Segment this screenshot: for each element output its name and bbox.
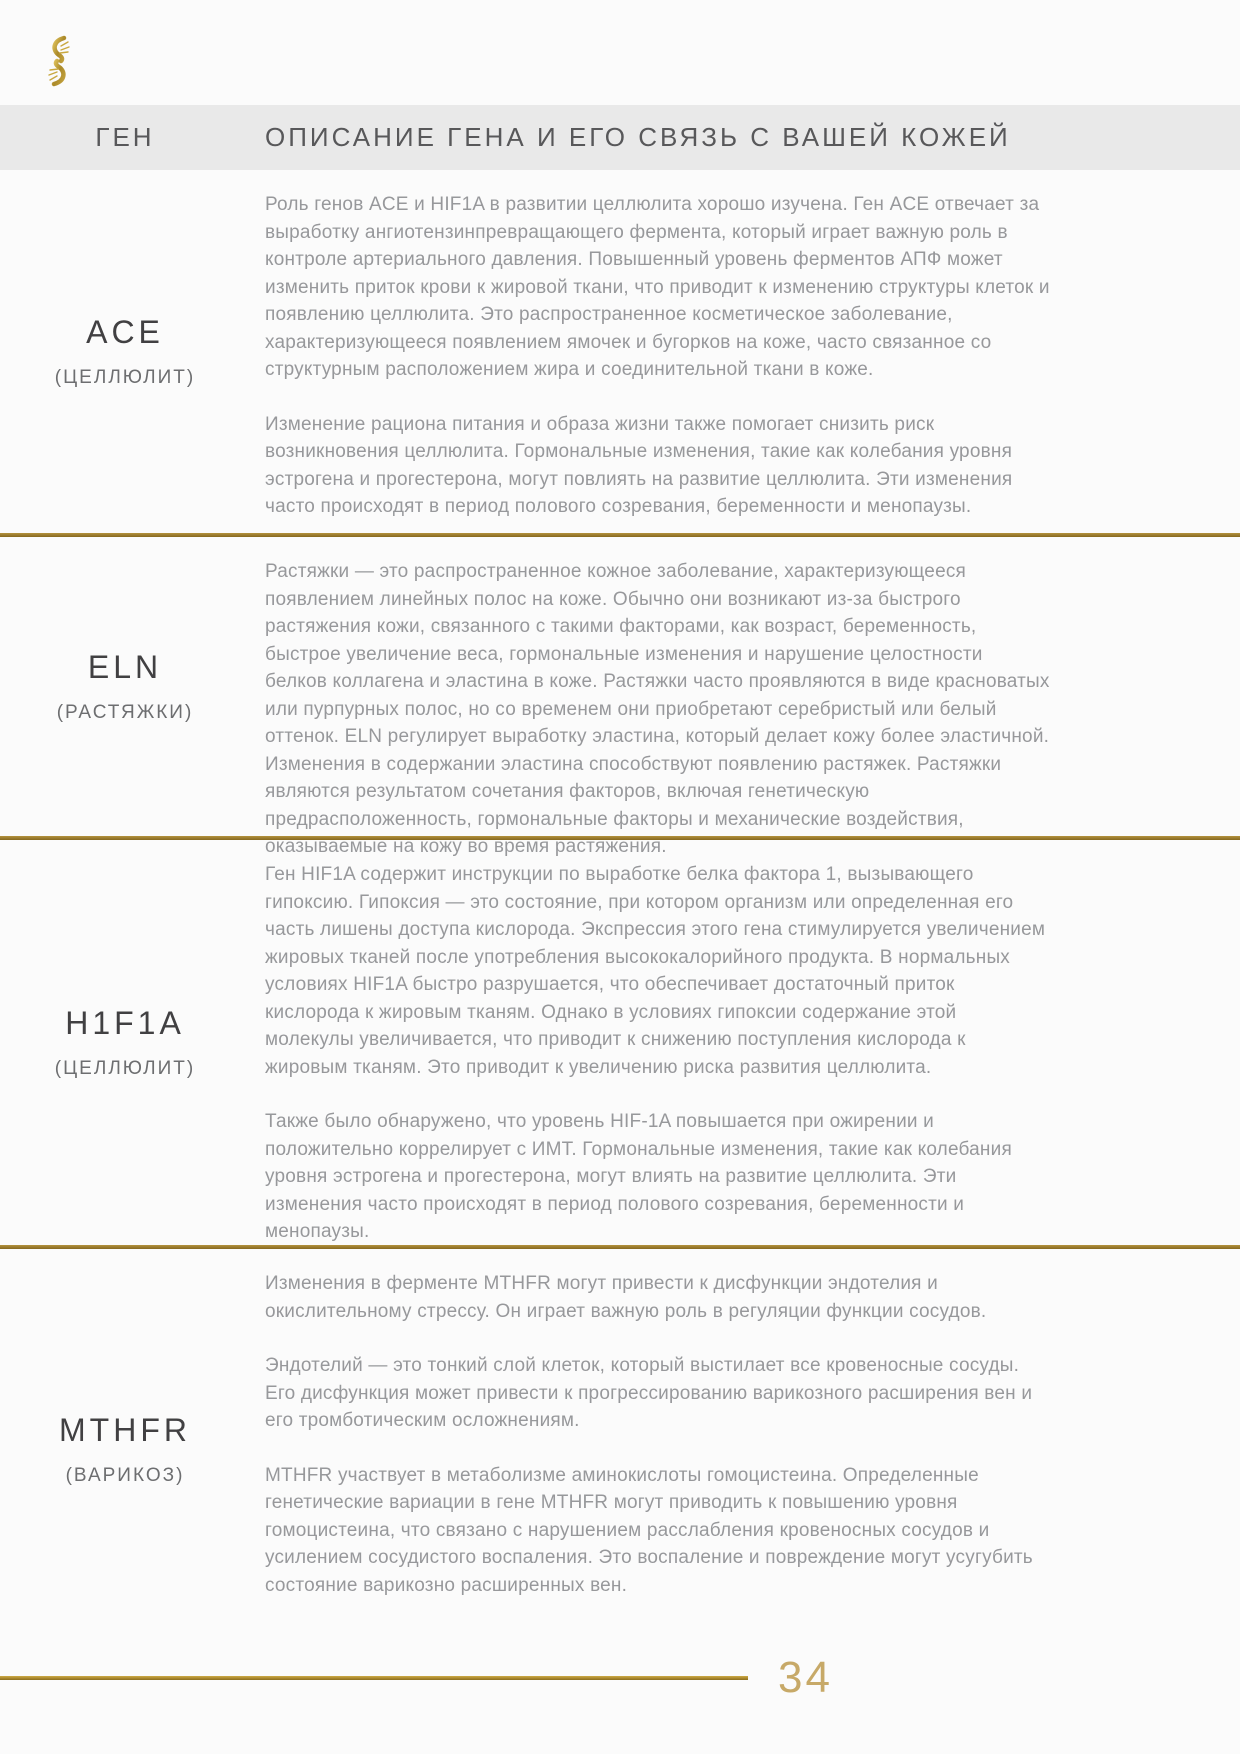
gene-description-paragraph: Роль генов ACE и HIF1A в развитии целлюлита хорошо изучена. Ген ACE отвечает за выработку ангиотензинпревращающего фермента, который играет важную роль в контроле артериального давления. Повышенный уровень ферментов АПФ может изменить приток крови к жировой ткани, что приводит к изменению структуры клеток и появлению целлюлита. Это распространенное косметическое заболевание, характеризующееся появлением ямочек и бугорков на коже, часто связанное со структурным расположением жира и соединительной ткани в коже. (265, 194, 1050, 380)
gene-description-paragraph: Ген HIF1A содержит инструкции по выработке белка фактора 1, вызывающего гипоксию. Гипоксия — это состояние, при котором организм или определенная его часть лишены доступа кислорода. Экспрессия этого гена стимулируется увеличением жировых тканей после употребления высококалорийного продукта. В нормальных условиях HIF1A быстро разрушается, что обеспечивает достаточный приток кислорода к жировым тканям. Однако в условиях гипоксии содержание этой молекулы увеличивается, что приводит к снижению поступления кислорода к жировым тканям. Это приводит к увеличению риска развития целлюлита. (265, 864, 1046, 1078)
page-footer (0, 1648, 1240, 1708)
gene-description (250, 537, 1050, 857)
gene-description-paragraph: Также было обнаружено, что уровень HIF-1A повышается при ожирении и положительно коррелирует с ИМТ. Гормональные изменения, такие как колебания уровня эстрогена и прогестерона, могут влиять на развитие целлюлита. Эти изменения часто происходят в период полового созревания, беременности и менопаузы. (265, 1111, 1012, 1242)
gene-description (250, 840, 1050, 1245)
gene-description-paragraph: Эндотелий — это тонкий слой клеток, который выстилает все кровеносные сосуды. Его дисфункция может привести к прогрессированию варикозного расширения вен и его тромботическим осложнениям. (265, 1355, 1033, 1431)
table-header (0, 105, 1240, 170)
gene-cell (0, 1249, 250, 1649)
gene-cell (0, 537, 250, 836)
gene-description (250, 1249, 1050, 1649)
gene-condition: (РАСТЯЖКИ) (56, 702, 194, 723)
footer-divider (0, 1676, 748, 1680)
gene-name: MTHFR (59, 1411, 191, 1448)
gene-description-paragraph: MTHFR участвует в метаболизме аминокислоты гомоцистеина. Определенные генетические вариации в гене MTHFR могут приводить к повышению уровня гомоцистеина, что связано с нарушением расслабления кровеносных сосудов и усилением сосудистого воспаления. Это воспаление и повреждение могут усугубить состояние варикозно расширенных вен. (265, 1464, 1033, 1596)
dna-helix-icon (44, 34, 74, 88)
gene-table (0, 170, 1240, 1649)
header-description-column: ОПИСАНИЕ ГЕНА И ЕГО СВЯЗЬ С ВАШЕЙ КОЖЕЙ (265, 122, 1011, 152)
gene-row-ace (0, 170, 1240, 533)
gene-name: H1F1A (65, 1005, 185, 1041)
gene-row-eln (0, 537, 1240, 857)
gene-description (250, 170, 1050, 533)
header-gene-column: ГЕН (95, 122, 155, 152)
gene-cell (0, 840, 250, 1245)
gene-cell (0, 170, 250, 533)
gene-name: ELN (87, 649, 163, 685)
gene-description-paragraph: Изменение рациона питания и образа жизни также помогает снизить риск возникновения целлюлита. Гормональные изменения, такие как колебания уровня эстрогена и прогестерона, могут повлиять на развитие целлюлита. Эти изменения часто происходят в период полового созревания, беременности и менопаузы. (265, 413, 1013, 517)
gene-row-h1f1a (0, 840, 1240, 1245)
gene-condition: (ЦЕЛЛЮЛИТ) (54, 1058, 196, 1079)
gene-name: ACE (86, 314, 164, 350)
gene-row-mthfr (0, 1249, 1240, 1649)
gene-condition: (ВАРИКОЗ) (65, 1464, 185, 1486)
gene-condition: (ЦЕЛЛЮЛИТ) (54, 367, 196, 388)
gene-description-paragraph: Изменения в ферменте MTHFR могут привести к дисфункции эндотелия и окислительному стрессу. Он играет важную роль в регуляции функции сосудов. (265, 1273, 987, 1322)
page-number: 34 (778, 1653, 833, 1702)
gene-description-paragraph: Растяжки — это распространенное кожное заболевание, характеризующееся появлением линейных полос на коже. Обычно они возникают из-за быстрого растяжения кожи, связанного с такими факторами, как возраст, беременность, быстрое увеличение веса, гормональные изменения и нарушение целостности белков коллагена и эластина в коже. Растяжки часто проявляются в виде красноватых или пурпурных полос, но со временем они приобретают серебристый или белый оттенок. ELN регулирует выработку эластина, который делает кожу более эластичной. Изменения в содержании эластина способствуют появлению растяжек. Растяжки являются результатом сочетания факторов, включая генетическую предрасположенность, гормональные факторы и механические воздействия, оказываемые на кожу во время растяжения. (265, 561, 1050, 857)
